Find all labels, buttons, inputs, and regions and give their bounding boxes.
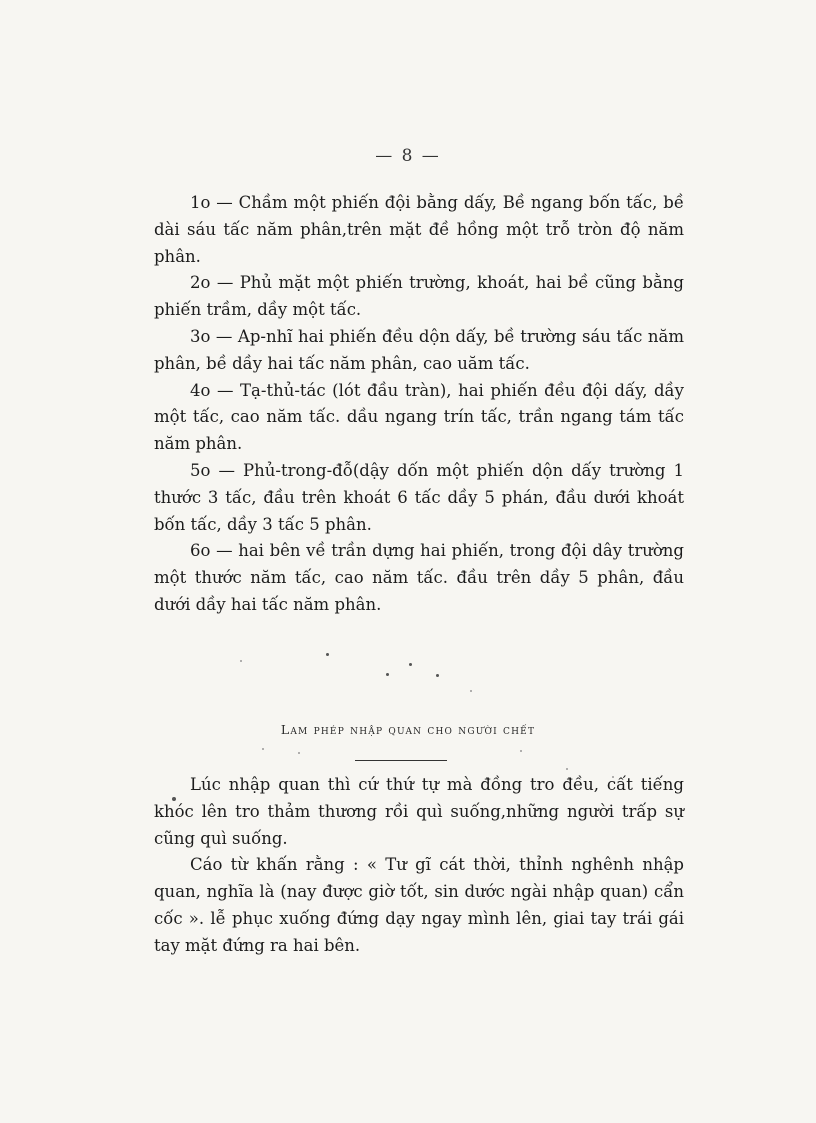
speck: [386, 673, 389, 676]
item-1: 1o — Chầm một phiến đội bằng dấy, Bề ngang bốn tấc, bề dài sáu tấc năm phân,trên mặt đề hồng một trỗ tròn độ năm phân.: [154, 193, 684, 266]
item-6: 6o — hai bên về trần dựng hai phiến, trong đội dây trường một thước năm tấc, cao năm tấc. đầu trên dầy 5 phân, đầu dưới dầy hai tấc năm phân.: [154, 541, 684, 614]
speck: [436, 674, 439, 677]
section-body: [154, 772, 684, 960]
speck: [409, 663, 412, 666]
section-paragraph-1: Lúc nhập quan thì cứ thứ tự mà đồng tro đều, cất tiếng khóc lên tro thảm thương rồi quì suống,những người trấp sự cũng quì suống.: [154, 775, 684, 848]
speck: [298, 752, 300, 754]
item-4: 4o — Tạ-thủ-tác (lót đầu tràn), hai phiến đều đội dấy, dầy một tấc, cao năm tấc. dầu ngang trín tấc, trần ngang tám tấc năm phân.: [154, 380, 684, 454]
speck: [240, 660, 242, 662]
section-heading: Lam phép nhập quan cho người chết: [280, 722, 536, 737]
speck: [470, 690, 472, 692]
page-number: — 8 —: [375, 146, 441, 166]
speck: [566, 768, 568, 770]
item-5: 5o — Phủ-trong-đỗ(dậy dốn một phiến dộn dấy trường 1 thước 3 tấc, đầu trên khoát 6 tấc dầy 5 phán, đầu dưới khoát bốn tấc, dầy 3 tấc 5 phân.: [154, 460, 684, 534]
speck: [326, 653, 329, 656]
speck: [520, 750, 522, 752]
speck: [262, 748, 264, 750]
heading-divider: [355, 760, 447, 761]
item-2: 2o — Phủ mặt một phiến trường, khoát, hai bề cũng bằng phiến trầm, dầy một tấc.: [154, 273, 684, 320]
section-paragraph-2: Cáo từ khấn rằng : « Tư gĩ cát thời, thỉnh nghênh nhập quan, nghĩa là (nay được giờ tốt, sin dước ngài nhập quan) cẩn cốc ». lễ phục xuống đứng dạy ngay mình lên, giai tay trái gái tay mặt đứng ra hai bên.: [154, 855, 684, 955]
numbered-items: [154, 190, 684, 619]
item-3: 3o — Ap-nhĩ hai phiến đều dộn dấy, bề trường sáu tấc năm phân, bề dầy hai tấc năm phân, cao uăm tấc.: [154, 326, 684, 373]
